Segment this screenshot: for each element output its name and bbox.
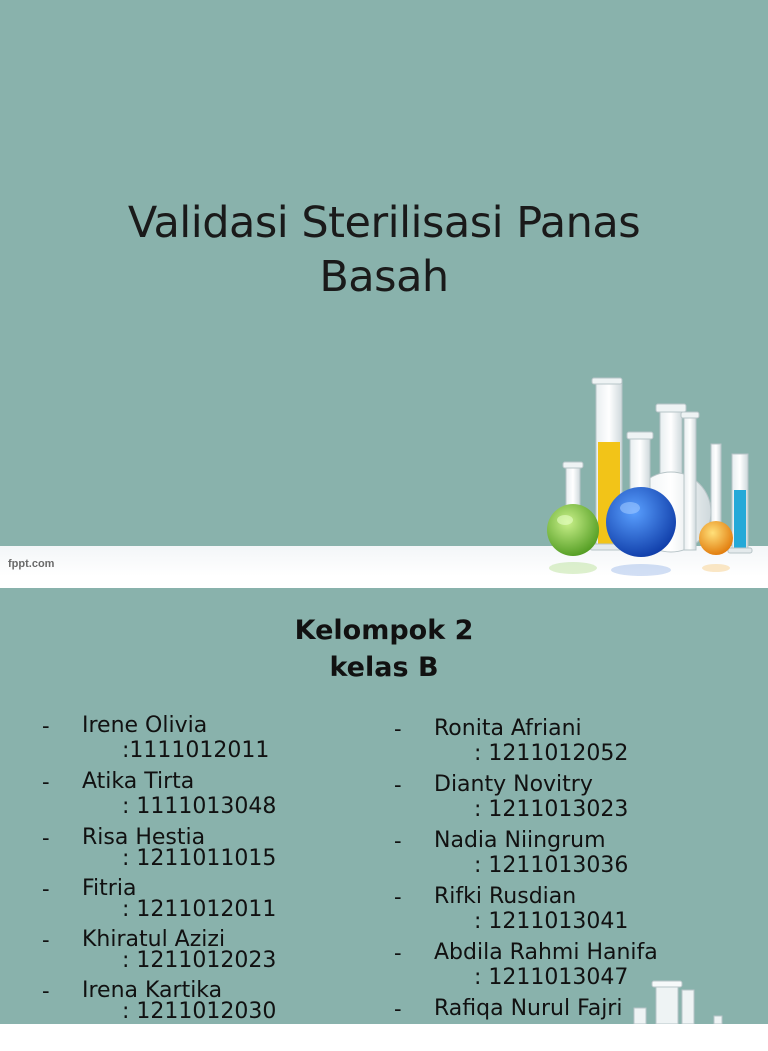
bullet-dash: -: [394, 997, 402, 1021]
lab-glassware-partial-illustration: [622, 978, 768, 1024]
member-nim: : 1211012030: [122, 999, 277, 1024]
member-name: Rifki Rusdian: [434, 884, 577, 909]
bullet-dash: -: [42, 826, 50, 850]
group-heading-line-2: kelas B: [329, 652, 439, 683]
member-name: Khiratul Azizi: [82, 927, 226, 952]
member-nim: : 1211012011: [122, 897, 277, 922]
member-nim: : 1211013023: [474, 797, 629, 822]
member-name: Ronita Afriani: [434, 716, 582, 741]
member-name: Rafiqa Nurul Fajri: [434, 996, 623, 1021]
group-heading: [0, 612, 768, 686]
bullet-dash: -: [42, 714, 50, 738]
bullet-dash: -: [394, 885, 402, 909]
bullet-dash: -: [42, 979, 50, 1003]
green-flask-icon: [547, 462, 599, 556]
lab-glassware-illustration: [540, 372, 768, 576]
member-nim: : 1211013047: [474, 965, 629, 990]
member-name: Fitria: [82, 876, 137, 901]
brand-watermark: fppt.com: [8, 558, 55, 570]
member-name: Abdila Rahmi Hanifa: [434, 940, 658, 965]
member-name: Atika Tirta: [82, 769, 195, 794]
member-name: Irene Olivia: [82, 713, 208, 738]
member-name: Nadia Niingrum: [434, 828, 606, 853]
member-name: Dianty Novitry: [434, 772, 593, 797]
member-nim: : 1111013048: [122, 794, 277, 819]
bullet-dash: -: [42, 928, 50, 952]
bullet-dash: -: [394, 717, 402, 741]
group-heading-line-1: Kelompok 2: [294, 615, 474, 646]
test-tube-icon: [681, 412, 699, 550]
member-name: Irena Kartika: [82, 978, 223, 1003]
member-nim: : 1211012052: [474, 741, 629, 766]
bullet-dash: -: [42, 770, 50, 794]
member-name: Risa Hestia: [82, 825, 206, 850]
member-nim: : 1211013036: [474, 853, 629, 878]
member-nim: : 1211012023: [122, 948, 277, 973]
slide-title: [0, 196, 768, 304]
bullet-dash: -: [394, 773, 402, 797]
member-nim: : 1211013041: [474, 909, 629, 934]
member-nim: : 1211011015: [122, 846, 277, 871]
member-nim: :1111012011: [122, 738, 270, 763]
bullet-dash: -: [394, 829, 402, 853]
slide-title-line-1: Validasi Sterilisasi Panas: [127, 198, 641, 248]
slide-title-line-2: Basah: [319, 252, 449, 302]
bullet-dash: -: [42, 877, 50, 901]
bullet-dash: -: [394, 941, 402, 965]
